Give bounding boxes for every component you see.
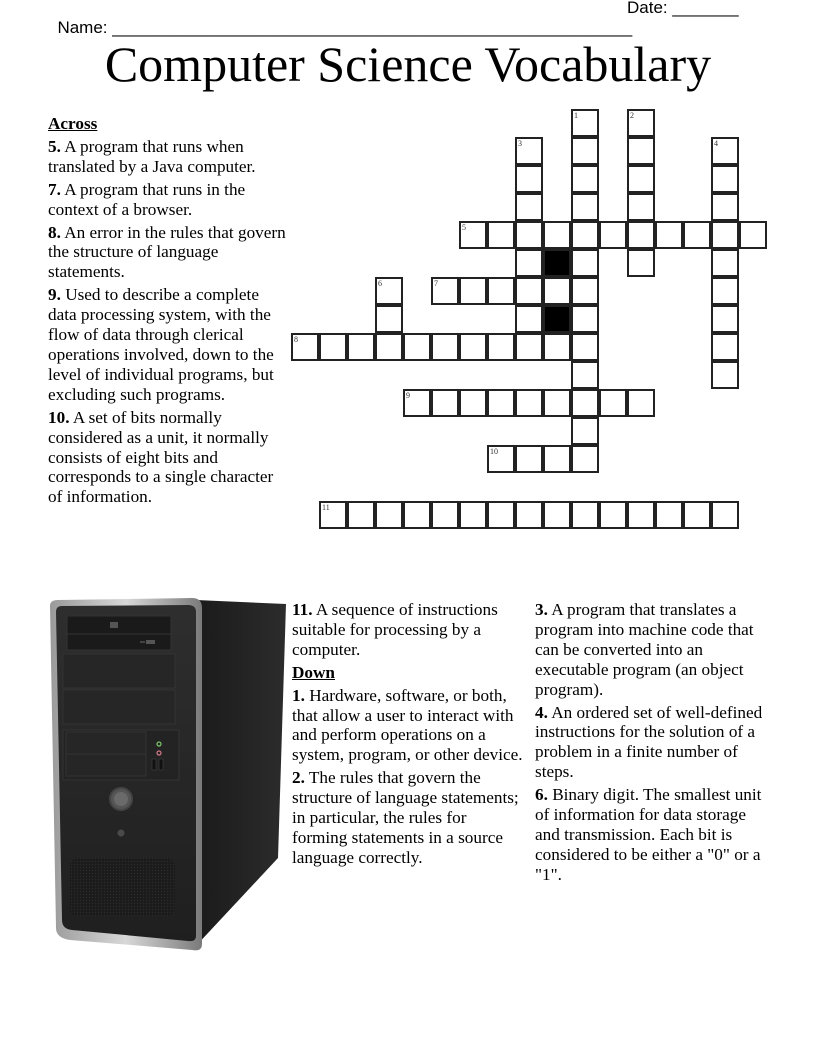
grid-cell[interactable]: [515, 193, 543, 221]
clue-across-11: 11. A sequence of instructions suitable for processing by a computer.: [292, 600, 498, 659]
grid-cell[interactable]: [515, 277, 543, 305]
grid-cell[interactable]: [543, 445, 571, 473]
clue-number: 10: [490, 447, 498, 456]
grid-cell[interactable]: [655, 221, 683, 249]
grid-cell[interactable]: [319, 501, 347, 529]
grid-cell[interactable]: [571, 109, 599, 137]
grid-cell[interactable]: [655, 501, 683, 529]
computer-tower-image: [46, 596, 290, 956]
grid-cell[interactable]: [739, 221, 767, 249]
grid-cell[interactable]: [431, 333, 459, 361]
grid-cell[interactable]: [627, 221, 655, 249]
grid-cell[interactable]: [711, 137, 739, 165]
drive-bay: [63, 654, 175, 688]
clue-across-7: 7. A program that runs in the context of a browser.: [48, 179, 246, 219]
grid-cell[interactable]: [515, 249, 543, 277]
clue-down-1: 1. Hardware, software, or both, that allow a user to interact with and perform operations on a system, program, or other device.: [292, 685, 523, 765]
grid-cell[interactable]: [459, 389, 487, 417]
grid-cell[interactable]: [459, 277, 487, 305]
grid-cell[interactable]: [711, 305, 739, 333]
across-heading: Across: [48, 114, 98, 133]
grid-cell[interactable]: [571, 193, 599, 221]
grid-cell[interactable]: [375, 277, 403, 305]
clue-number: 2: [630, 111, 634, 120]
grid-cell[interactable]: [487, 389, 515, 417]
grid-cell[interactable]: [487, 501, 515, 529]
clue-down-4: 4. An ordered set of well-defined instructions for the solution of a problem in a finite number of steps.: [535, 702, 763, 782]
grid-cell[interactable]: [571, 249, 599, 277]
clue-down-3: 3. A program that translates a program into machine code that can be converted into an executable program (an object program).: [535, 600, 754, 699]
grid-cell[interactable]: [711, 249, 739, 277]
grid-cell[interactable]: [459, 221, 487, 249]
clue-across-9: 9. Used to describe a complete data processing system, with the flow of data through clerical operations involved, down to the level of individual programs, but excluding such programs.: [48, 285, 274, 404]
clue-down-2: 2. The rules that govern the structure of language statements; in particular, the rules for forming statements in a source language correctly.: [292, 768, 519, 867]
grid-cell[interactable]: [711, 501, 739, 529]
grid-cell[interactable]: [375, 501, 403, 529]
grid-cell[interactable]: [571, 277, 599, 305]
grid-cell[interactable]: [571, 445, 599, 473]
grid-cell[interactable]: [599, 389, 627, 417]
grid-cell[interactable]: [683, 501, 711, 529]
grid-cell[interactable]: [403, 333, 431, 361]
grid-cell[interactable]: [599, 221, 627, 249]
clue-number: 3: [518, 139, 522, 148]
grid-cell[interactable]: [571, 221, 599, 249]
optical-drive: [67, 616, 171, 650]
grid-cell[interactable]: [375, 305, 403, 333]
grid-cell[interactable]: [711, 361, 739, 389]
clue-number: 4: [714, 139, 718, 148]
grid-cell[interactable]: [711, 221, 739, 249]
clue-number: 9: [406, 391, 410, 400]
across-clues-column: [48, 114, 288, 510]
clue-number: 5: [462, 223, 466, 232]
clue-number: 1: [574, 111, 578, 120]
grid-cell[interactable]: [431, 277, 459, 305]
grid-cell[interactable]: [711, 165, 739, 193]
name-field[interactable]: Name: _______________________________________________________: [57, 18, 633, 37]
grid-cell[interactable]: [375, 333, 403, 361]
grid-cell[interactable]: [543, 501, 571, 529]
clue-number: 11: [322, 503, 330, 512]
grid-cell[interactable]: [347, 333, 375, 361]
grid-cell[interactable]: [515, 137, 543, 165]
grid-cell[interactable]: [599, 501, 627, 529]
grid-cell[interactable]: [347, 501, 375, 529]
grid-cell[interactable]: [711, 333, 739, 361]
grid-cell[interactable]: [627, 193, 655, 221]
grid-cell[interactable]: [431, 389, 459, 417]
tower-side-panel: [194, 600, 286, 948]
grid-cell[interactable]: [487, 333, 515, 361]
drive-bay-small: [66, 732, 146, 754]
grid-cell[interactable]: [515, 333, 543, 361]
clue-number: 8: [294, 335, 298, 344]
grid-cell[interactable]: [627, 249, 655, 277]
grid-cell[interactable]: [571, 417, 599, 445]
clue-across-10: 10. A set of bits normally considered as a unit, it normally consists of eight bits and corresponds to a single character of information.: [48, 407, 274, 507]
date-field[interactable]: Date: _______: [627, 0, 739, 17]
grid-cell[interactable]: [627, 389, 655, 417]
grid-cell[interactable]: [403, 501, 431, 529]
grid-cell[interactable]: [543, 277, 571, 305]
grid-cell[interactable]: [711, 277, 739, 305]
clue-number: 7: [434, 279, 438, 288]
black-cell: [543, 249, 571, 277]
grid-cell[interactable]: [319, 333, 347, 361]
grid-cell[interactable]: [571, 389, 599, 417]
grid-cell[interactable]: [543, 221, 571, 249]
grid-cell[interactable]: [487, 277, 515, 305]
grid-cell[interactable]: [459, 501, 487, 529]
clue-number: 6: [378, 279, 382, 288]
grid-cell[interactable]: [515, 305, 543, 333]
grid-cell[interactable]: [711, 193, 739, 221]
grid-cell[interactable]: [543, 389, 571, 417]
grid-cell[interactable]: [627, 501, 655, 529]
grid-cell[interactable]: [431, 501, 459, 529]
grid-cell[interactable]: [515, 221, 543, 249]
mid-clues-column: [292, 600, 524, 871]
usb-port: [159, 759, 163, 770]
grid-cell[interactable]: [571, 333, 599, 361]
grid-cell[interactable]: [487, 221, 515, 249]
grid-cell[interactable]: [571, 501, 599, 529]
grid-cell[interactable]: [627, 165, 655, 193]
clue-down-6: 6. Binary digit. The smallest unit of information for data storage and transmission. Each bit is considered to be either a "0" or a "1".: [535, 785, 762, 884]
grid-cell[interactable]: [515, 389, 543, 417]
grid-cell[interactable]: [571, 165, 599, 193]
grid-cell[interactable]: [487, 445, 515, 473]
grid-cell[interactable]: [571, 361, 599, 389]
grid-cell[interactable]: [403, 389, 431, 417]
grid-cell[interactable]: [627, 109, 655, 137]
vent-mesh: [70, 858, 175, 916]
clue-across-5: 5. A program that runs when translated by a Java computer.: [48, 136, 256, 176]
down-heading: Down: [292, 662, 335, 682]
usb-port: [152, 759, 156, 770]
grid-cell[interactable]: [683, 221, 711, 249]
page-title: Computer Science Vocabulary: [104, 36, 712, 92]
grid-cell[interactable]: [515, 445, 543, 473]
grid-cell[interactable]: [571, 137, 599, 165]
right-clues-column: [535, 600, 775, 888]
grid-cell[interactable]: [627, 137, 655, 165]
grid-cell[interactable]: [571, 305, 599, 333]
grid-cell[interactable]: [515, 501, 543, 529]
grid-cell[interactable]: [543, 333, 571, 361]
drive-bay: [63, 690, 175, 724]
grid-cell[interactable]: [459, 333, 487, 361]
reset-button: [118, 830, 125, 837]
clue-across-8: 8. An error in the rules that govern the structure of language statements.: [48, 222, 286, 282]
grid-cell[interactable]: [291, 333, 319, 361]
grid-cell[interactable]: [515, 165, 543, 193]
drive-bay-small: [66, 754, 146, 776]
black-cell: [543, 305, 571, 333]
